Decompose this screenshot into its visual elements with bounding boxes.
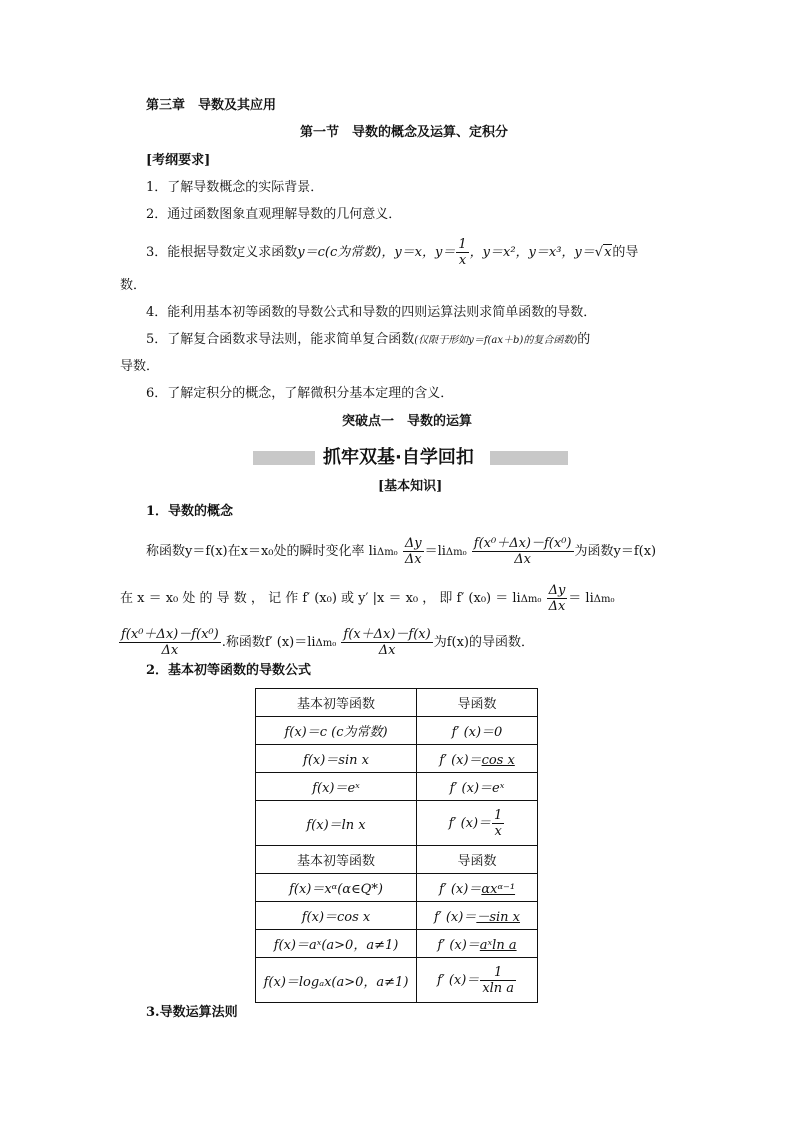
- table-header-func: 基本初等函数: [256, 689, 417, 717]
- table-cell-deriv: f′ (x)＝aˣln a: [417, 930, 538, 958]
- req3-rest: ，y＝x²，y＝x³，y＝: [469, 245, 595, 260]
- table-cell-func: f(x)＝sin x: [256, 745, 417, 773]
- table-cell-func: f(x)＝aˣ(a>0，a≠1): [256, 930, 417, 958]
- requirement-3-cont: 数．: [120, 278, 147, 293]
- table-cell-deriv: f′ (x)＝αxᵅ⁻¹: [417, 874, 538, 902]
- def3-lim-m0: m₀: [322, 638, 337, 649]
- syllabus-heading: [考纲要求]: [146, 153, 211, 168]
- definition-line-3: [118, 627, 534, 658]
- breakthrough-title: 突破点一 导数的运算: [342, 414, 473, 429]
- table-row: [256, 958, 538, 1003]
- def2-text-a: 在 x ＝ x₀ 处 的 导 数 ， 记 作 f′ (x₀) 或 y′ |x ＝ x₀ ， 即 f′ (x₀) ＝ li: [120, 591, 521, 606]
- chapter-title: 第三章 导数及其应用: [146, 98, 277, 113]
- table-header-func-2: 基本初等函数: [256, 846, 417, 874]
- def2-lim-m0-2: m₀: [600, 594, 615, 605]
- topic-derivative-concept: 1．导数的概念: [146, 504, 234, 519]
- table-cell-func: f(x)＝logₐx(a>0，a≠1): [256, 958, 417, 1003]
- def1-lim-m0-2: m₀: [453, 547, 467, 558]
- req3-funcs: y＝c(c为常数)，y＝x，y＝: [297, 245, 456, 260]
- def1-frac-difference: $\frac{\text{f(x⁰＋Δx)－f(x⁰)}}{\Delta x}$: [473, 536, 572, 567]
- section-title: 第一节 导数的概念及运算、定积分: [300, 125, 509, 140]
- def2-lim-m0: m₀: [527, 594, 542, 605]
- definition-line-1: [146, 536, 656, 567]
- basic-knowledge-heading: [基本知识]: [378, 479, 443, 494]
- derivative-formula-table: [255, 688, 538, 1003]
- table-header-deriv-2: 导函数: [417, 846, 538, 874]
- table-row: [256, 930, 538, 958]
- table-cell-func: f(x)＝c (c为常数): [256, 717, 417, 745]
- table-cell-deriv: f′ (x)＝ $\frac{1}{\text{xln a}}$: [417, 958, 538, 1003]
- def3-text-a: .称函数f′ (x)＝li: [221, 635, 316, 650]
- table-cell-deriv: f′ (x)＝－sin x: [417, 902, 538, 930]
- table-row: [256, 717, 538, 745]
- table-cell-func: f(x)＝cos x: [256, 902, 417, 930]
- table-cell-deriv: f′ (x)＝cos x: [417, 745, 538, 773]
- def1-lim-sub: Δ: [376, 547, 385, 558]
- table-header-row: [256, 689, 538, 717]
- table-row: [256, 745, 538, 773]
- def1-lim-sub-2: Δ: [445, 547, 454, 558]
- requirement-3: [146, 237, 638, 268]
- topic-derivative-rules: 3.导数运算法则: [146, 1005, 238, 1020]
- table-header-deriv: 导函数: [417, 689, 538, 717]
- topic-basic-derivative-formulas: 2．基本初等函数的导数公式: [146, 663, 312, 678]
- def3-frac-derivative: $\frac{f(x+\Delta x)-f(x)}{\Delta x}$: [343, 627, 431, 658]
- table-row: [256, 902, 538, 930]
- table-cell-func: f(x)＝eˣ: [256, 773, 417, 801]
- table-cell-func: f(x)＝xᵅ(α∈Q*): [256, 874, 417, 902]
- requirement-5-cont: 导数．: [120, 359, 160, 374]
- table-cell-func: f(x)＝ln x: [256, 801, 417, 846]
- sqrt-symbol: √: [594, 245, 604, 260]
- requirement-4: 4．能利用基本初等函数的导数公式和导数的四则运算法则求简单函数的导数．: [146, 305, 597, 320]
- req3-prefix: 3．能根据导数定义求函数: [146, 245, 298, 260]
- requirement-5: [146, 331, 590, 350]
- def1-lim-m0: m₀: [384, 547, 398, 558]
- def1-frac-dy-dx: $\frac{\Delta y}{\Delta x}$: [404, 536, 422, 567]
- banner-title: 抓牢双基·自学回扣: [323, 447, 474, 468]
- def3-text-b: 为f(x)的导函数．: [433, 635, 535, 650]
- table-cell-deriv: f′ (x)＝eˣ: [417, 773, 538, 801]
- req5-small: (仅限于形如y＝f(ax＋b)的复合函数): [414, 335, 578, 346]
- requirement-6: 6．了解定积分的概念，了解微积分基本定理的含义．: [146, 386, 454, 401]
- requirement-2: 2．通过函数图象直观理解导数的几何意义．: [146, 207, 402, 222]
- def2-lim-sub: Δ: [520, 594, 528, 605]
- def1-text-c: 为函数y＝f(x): [574, 544, 657, 559]
- req3-tail: 的导: [612, 245, 639, 260]
- def2-lim-sub-2: Δ: [593, 594, 601, 605]
- req3-fraction: $\frac{1}{x}$: [458, 237, 467, 268]
- req5-prefix: 5．了解复合函数求导法则，能求简单复合函数: [146, 332, 415, 347]
- def2-text-b: ＝ li: [568, 591, 594, 606]
- def1-text-a: 称函数y＝f(x)在x＝x₀处的瞬时变化率 li: [146, 544, 377, 559]
- table-row: [256, 874, 538, 902]
- table-row: [256, 773, 538, 801]
- table-cell-deriv: f′ (x)＝ $\frac{1}{x}$: [417, 801, 538, 846]
- req5-tail: 的: [577, 332, 591, 347]
- table-cell-deriv: f′ (x)＝0: [417, 717, 538, 745]
- banner-bar-right: [490, 451, 568, 465]
- table-row: [256, 801, 538, 846]
- def3-lim-sub: Δ: [315, 638, 323, 649]
- def2-frac-dy-dx: $\frac{\Delta y}{\Delta x}$: [548, 583, 566, 614]
- definition-line-2: [120, 583, 614, 614]
- table-header-row-2: [256, 846, 538, 874]
- banner-bar-left: [253, 451, 315, 465]
- requirement-1: 1．了解导数概念的实际背景．: [146, 180, 324, 195]
- def1-text-b: ＝li: [424, 544, 446, 559]
- def3-frac-difference: $\frac{\text{f(x⁰＋Δx)－f(x⁰)}}{\Delta x}$: [121, 627, 219, 658]
- req3-sqrt-arg: x: [604, 245, 612, 260]
